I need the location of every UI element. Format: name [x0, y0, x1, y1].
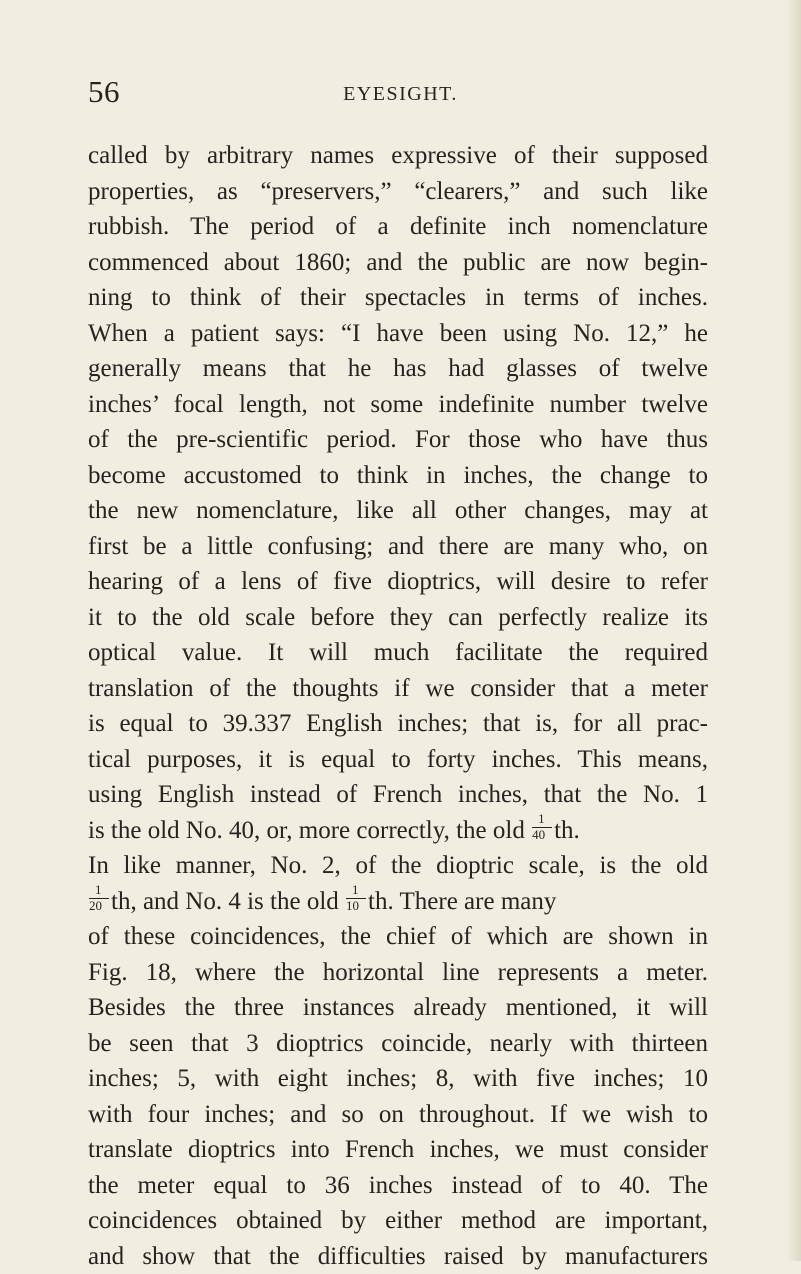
text-line-with-fraction [88, 813, 708, 849]
page-edge-shadow [787, 0, 801, 1261]
text-line: of the pre-scientific period. For those who have thus [88, 422, 708, 458]
text-segment: is the old No. 40, or, more correctly, the old [88, 817, 531, 844]
text-segment: th. [554, 817, 580, 844]
text-line: inches’ focal length, not some indefinite number twelve [88, 387, 708, 423]
text-line: be seen that 3 dioptrics coincide, nearly with thirteen [88, 1026, 708, 1062]
fraction-numerator: 1 [95, 884, 102, 897]
text-line: it to the old scale before they can perfectly realize its [88, 600, 708, 636]
text-line: ning to think of their spectacles in terms of inches. [88, 280, 708, 316]
fraction-denominator: 10 [346, 899, 359, 913]
text-line: Fig. 18, where the horizontal line represents a meter. [88, 955, 708, 991]
text-line: is equal to 39.337 English inches; that is, for all prac- [88, 706, 708, 742]
text-line: inches; 5, with eight inches; 8, with five inches; 10 [88, 1061, 708, 1097]
text-line: rubbish. The period of a definite inch nomenclature [88, 209, 708, 245]
text-line: using English instead of French inches, that the No. 1 [88, 777, 708, 813]
text-line: with four inches; and so on throughout. If we wish to [88, 1097, 708, 1133]
text-line: In like manner, No. 2, of the dioptric scale, is the old [88, 848, 708, 884]
running-head: EYESIGHT. [0, 80, 801, 108]
text-line: translation of the thoughts if we consider that a meter [88, 671, 708, 707]
text-line: become accustomed to think in inches, the change to [88, 458, 708, 494]
text-line-with-fraction [88, 884, 708, 920]
fraction-denominator: 20 [89, 899, 102, 913]
text-line: and show that the difficulties raised by manufacturers [88, 1239, 708, 1274]
text-line: Besides the three instances already mentioned, it will [88, 990, 708, 1026]
text-line: the meter equal to 36 inches instead of to 40. The [88, 1168, 708, 1204]
page-number: 56 [88, 72, 120, 112]
text-segment: th, and No. 4 is the old [111, 888, 345, 915]
fraction-numerator: 1 [538, 813, 545, 826]
text-line: first be a little confusing; and there are many who, on [88, 529, 708, 565]
text-line: coincidences obtained by either method are important, [88, 1203, 708, 1239]
fraction [88, 887, 110, 911]
fraction-numerator: 1 [352, 884, 359, 897]
text-line: commenced about 1860; and the public are now begin- [88, 245, 708, 281]
text-line: hearing of a lens of five dioptrics, will desire to refer [88, 564, 708, 600]
text-line: tical purposes, it is equal to forty inches. This means, [88, 742, 708, 778]
body-text [88, 138, 708, 1274]
text-line: the new nomenclature, like all other changes, may at [88, 493, 708, 529]
fraction-denominator: 40 [532, 828, 545, 842]
text-line: When a patient says: “I have been using No. 12,” he [88, 316, 708, 352]
text-line: called by arbitrary names expressive of their supposed [88, 138, 708, 174]
fraction [531, 816, 553, 840]
text-line: generally means that he has had glasses of twelve [88, 351, 708, 387]
text-line: optical value. It will much facilitate the required [88, 635, 708, 671]
fraction [345, 887, 367, 911]
text-line: of these coincidences, the chief of which are shown in [88, 919, 708, 955]
text-line: properties, as “preservers,” “clearers,” and such like [88, 174, 708, 210]
text-line: translate dioptrics into French inches, we must consider [88, 1132, 708, 1168]
text-segment: th. There are many [368, 888, 556, 915]
